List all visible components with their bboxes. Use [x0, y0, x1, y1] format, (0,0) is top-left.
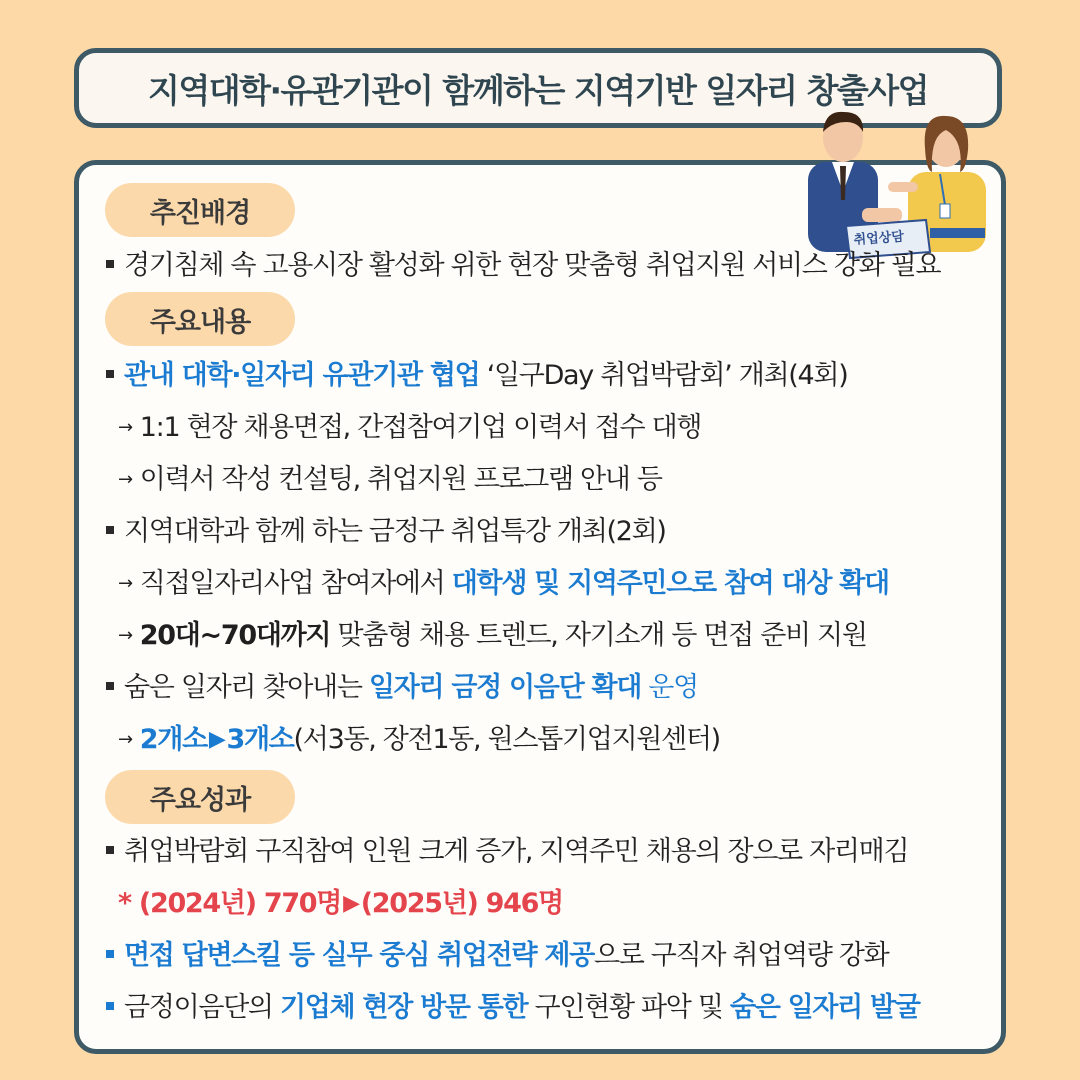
- counseling-illustration: [780, 100, 1000, 260]
- contents-item-1-sub-1: → 1:1 현장 채용면접, 간접참여기업 이력서 접수 대행: [118, 412, 702, 443]
- bullet-square-icon: [106, 1002, 114, 1010]
- contents-item-2-sub-1: → 직접일자리사업 참여자에서 대학생 및 지역주민으로 참여 대상 확대: [118, 568, 889, 599]
- section-label-background: 추진배경: [105, 183, 295, 237]
- arrow-right-icon: →: [118, 417, 132, 438]
- contents-item-1-sub-2: → 이력서 작성 컨설팅, 취업지원 프로그램 안내 등: [118, 464, 662, 495]
- bullet-square-icon: [106, 526, 114, 534]
- triangle-right-icon: ▶: [208, 727, 225, 752]
- bullet-square-icon: [106, 682, 114, 690]
- results-item-1: 취업박람회 구직참여 인원 크게 증가, 지역주민 채용의 장으로 자리매김: [106, 835, 908, 869]
- contents-item-1: 관내 대학·일자리 유관기관 협업 ‘일구Day 취업박람회’ 개최(4회): [106, 359, 847, 393]
- bullet-square-icon: [106, 370, 114, 378]
- contents-item-2: 지역대학과 함께 하는 금정구 취업특강 개최(2회): [106, 515, 666, 549]
- section-label-results: 주요성과: [105, 770, 295, 824]
- arrow-right-icon: →: [118, 625, 132, 646]
- section-label-contents: 주요내용: [105, 292, 295, 346]
- contents-item-2-sub-2: → 20대~70대까지 맞춤형 채용 트렌드, 자기소개 등 면접 준비 지원: [118, 620, 867, 651]
- bullet-square-icon: [106, 846, 114, 854]
- desk-sign-text: 취업상담: [853, 229, 905, 248]
- triangle-right-icon: ▶: [343, 891, 359, 916]
- results-item-3: 금정이음단의 기업체 현장 방문 통한 구인현황 파악 및 숨은 일자리 발굴: [106, 991, 920, 1025]
- contents-item-3-sub-1: → 2개소▶3개소(서3동, 장전1동, 원스톱기업지원센터): [118, 724, 720, 755]
- bullet-square-icon: [106, 260, 114, 268]
- bullet-square-icon: [106, 950, 114, 958]
- results-item-2: 면접 답변스킬 등 실무 중심 취업전략 제공으로 구직자 취업역량 강화: [106, 939, 888, 973]
- contents-item-3: 숨은 일자리 찾아내는 일자리 금정 이음단 확대 운영: [106, 671, 698, 705]
- arrow-right-icon: →: [118, 469, 132, 490]
- arrow-right-icon: →: [118, 573, 132, 594]
- background-line-1: 경기침체 속 고용시장 활성화 위한 현장 맞춤형 취업지원 서비스 강화 필요: [106, 249, 940, 283]
- page-title: 지역대학·유관기관이 함께하는 지역기반 일자리 창출사업: [147, 70, 929, 110]
- arrow-right-icon: →: [118, 729, 132, 750]
- results-stat: * (2024년) 770명▶(2025년) 946명: [118, 888, 563, 919]
